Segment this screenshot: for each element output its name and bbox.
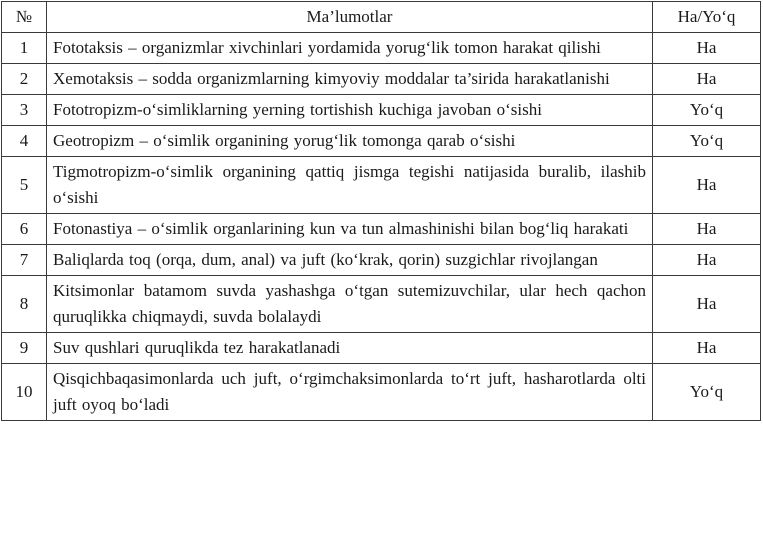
row-number: 5: [2, 157, 47, 214]
row-number: 2: [2, 64, 47, 95]
row-statement: Fotonastiya – o‘simlik organlarining kun va tun almashinishi bilan bog‘liq harakati: [47, 214, 653, 245]
row-answer: Ha: [653, 214, 761, 245]
table-row: [2, 126, 761, 157]
row-answer: Yo‘q: [653, 364, 761, 421]
row-statement: Kitsimonlar batamom suvda yashashga o‘tgan sutemizuvchilar, ular hech qachon quruqlikka chiqmaydi, suvda bolalaydi: [47, 276, 653, 333]
row-statement: Suv qushlari quruqlikda tez harakatlanadi: [47, 333, 653, 364]
row-number: 6: [2, 214, 47, 245]
row-answer: Ha: [653, 333, 761, 364]
row-number: 1: [2, 33, 47, 64]
row-number: 3: [2, 95, 47, 126]
row-statement: Fototaksis – organizmlar xivchinlari yordamida yorug‘lik tomon harakat qilishi: [47, 33, 653, 64]
row-answer: Yo‘q: [653, 126, 761, 157]
document-page: [1, 1, 761, 421]
header-information: Ma’lumotlar: [47, 2, 653, 33]
row-statement: Qisqichbaqasimonlarda uch juft, o‘rgimchaksimonlarda to‘rt juft, hasharotlarda olti juft oyoq bo‘ladi: [47, 364, 653, 421]
table-row: [2, 157, 761, 214]
row-statement: Xemotaksis – sodda organizmlarning kimyoviy moddalar ta’sirida harakatlanishi: [47, 64, 653, 95]
table-row: [2, 245, 761, 276]
row-number: 10: [2, 364, 47, 421]
row-statement: Geotropizm – o‘simlik organining yorug‘lik tomonga qarab o‘sishi: [47, 126, 653, 157]
table-row: [2, 95, 761, 126]
table-row: [2, 33, 761, 64]
row-number: 4: [2, 126, 47, 157]
row-answer: Ha: [653, 245, 761, 276]
table-row: [2, 333, 761, 364]
row-statement: Tigmotropizm-o‘simlik organining qattiq jismga tegishi natijasida buralib, ilashib o‘sishi: [47, 157, 653, 214]
row-statement: Fototropizm-o‘simliklarning yerning tortishish kuchiga javoban o‘sishi: [47, 95, 653, 126]
row-answer: Ha: [653, 64, 761, 95]
row-number: 8: [2, 276, 47, 333]
row-number: 7: [2, 245, 47, 276]
row-answer: Ha: [653, 157, 761, 214]
row-answer: Yo‘q: [653, 95, 761, 126]
header-number: №: [2, 2, 47, 33]
table-row: [2, 364, 761, 421]
row-number: 9: [2, 333, 47, 364]
row-answer: Ha: [653, 276, 761, 333]
row-answer: Ha: [653, 33, 761, 64]
table-row: [2, 214, 761, 245]
table-header-row: [2, 2, 761, 33]
table-row: [2, 276, 761, 333]
facts-table: [1, 1, 761, 421]
header-yes-no: Ha/Yo‘q: [653, 2, 761, 33]
table-row: [2, 64, 761, 95]
row-statement: Baliqlarda toq (orqa, dum, anal) va juft (ko‘krak, qorin) suzgichlar rivojlangan: [47, 245, 653, 276]
